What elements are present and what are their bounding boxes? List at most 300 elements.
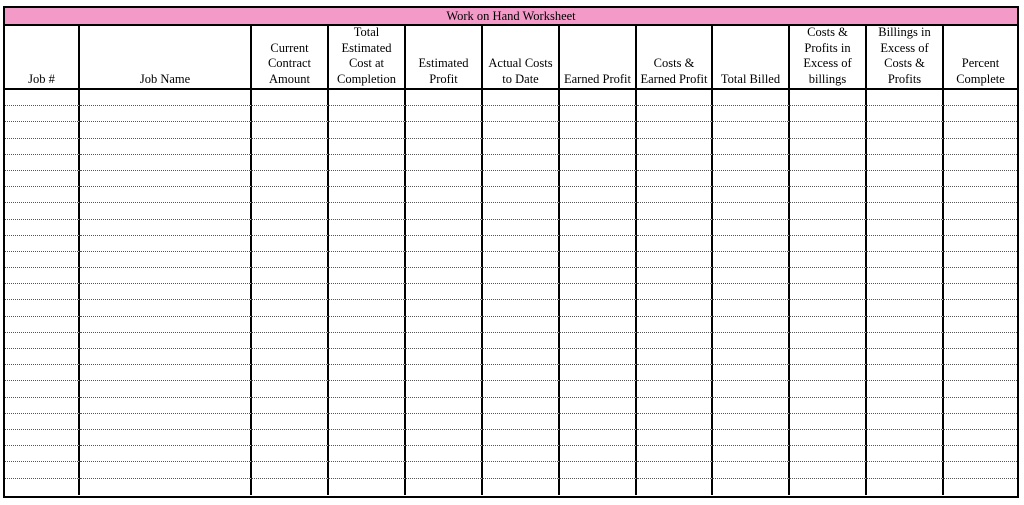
table-cell-total-estimated-cost[interactable] bbox=[329, 106, 406, 122]
table-cell-job-number[interactable] bbox=[5, 300, 80, 316]
table-cell-current-contract-amount[interactable] bbox=[252, 430, 329, 446]
table-cell-billings-excess-costs-profits[interactable] bbox=[867, 349, 944, 365]
table-cell-total-estimated-cost[interactable] bbox=[329, 203, 406, 219]
table-cell-total-estimated-cost[interactable] bbox=[329, 90, 406, 106]
table-cell-total-estimated-cost[interactable] bbox=[329, 479, 406, 495]
table-cell-costs-profits-excess-billings[interactable] bbox=[790, 122, 867, 138]
table-cell-costs-earned-profit[interactable] bbox=[637, 106, 713, 122]
table-cell-job-name[interactable] bbox=[80, 284, 252, 300]
table-cell-costs-earned-profit[interactable] bbox=[637, 462, 713, 478]
table-cell-job-number[interactable] bbox=[5, 171, 80, 187]
table-cell-estimated-profit[interactable] bbox=[406, 187, 483, 203]
table-cell-estimated-profit[interactable] bbox=[406, 122, 483, 138]
table-cell-costs-profits-excess-billings[interactable] bbox=[790, 139, 867, 155]
table-cell-total-estimated-cost[interactable] bbox=[329, 398, 406, 414]
table-cell-job-name[interactable] bbox=[80, 479, 252, 495]
table-cell-percent-complete[interactable] bbox=[944, 414, 1017, 430]
table-cell-estimated-profit[interactable] bbox=[406, 90, 483, 106]
table-cell-current-contract-amount[interactable] bbox=[252, 220, 329, 236]
table-cell-total-estimated-cost[interactable] bbox=[329, 365, 406, 381]
table-cell-actual-costs[interactable] bbox=[483, 479, 560, 495]
table-cell-total-estimated-cost[interactable] bbox=[329, 414, 406, 430]
table-cell-billings-excess-costs-profits[interactable] bbox=[867, 365, 944, 381]
table-cell-job-name[interactable] bbox=[80, 171, 252, 187]
table-cell-costs-earned-profit[interactable] bbox=[637, 365, 713, 381]
table-cell-percent-complete[interactable] bbox=[944, 381, 1017, 397]
table-cell-costs-profits-excess-billings[interactable] bbox=[790, 220, 867, 236]
table-cell-actual-costs[interactable] bbox=[483, 187, 560, 203]
table-cell-costs-earned-profit[interactable] bbox=[637, 268, 713, 284]
table-cell-total-estimated-cost[interactable] bbox=[329, 171, 406, 187]
table-cell-billings-excess-costs-profits[interactable] bbox=[867, 479, 944, 495]
table-cell-costs-profits-excess-billings[interactable] bbox=[790, 300, 867, 316]
table-cell-estimated-profit[interactable] bbox=[406, 252, 483, 268]
table-cell-job-name[interactable] bbox=[80, 333, 252, 349]
table-cell-actual-costs[interactable] bbox=[483, 333, 560, 349]
table-cell-billings-excess-costs-profits[interactable] bbox=[867, 171, 944, 187]
table-cell-billings-excess-costs-profits[interactable] bbox=[867, 268, 944, 284]
table-cell-earned-profit[interactable] bbox=[560, 203, 637, 219]
table-cell-total-billed[interactable] bbox=[713, 414, 790, 430]
table-cell-percent-complete[interactable] bbox=[944, 284, 1017, 300]
table-cell-job-number[interactable] bbox=[5, 220, 80, 236]
table-cell-earned-profit[interactable] bbox=[560, 398, 637, 414]
table-cell-estimated-profit[interactable] bbox=[406, 446, 483, 462]
table-cell-estimated-profit[interactable] bbox=[406, 398, 483, 414]
table-cell-costs-profits-excess-billings[interactable] bbox=[790, 106, 867, 122]
table-cell-job-name[interactable] bbox=[80, 139, 252, 155]
table-cell-actual-costs[interactable] bbox=[483, 284, 560, 300]
table-cell-earned-profit[interactable] bbox=[560, 268, 637, 284]
table-cell-total-billed[interactable] bbox=[713, 139, 790, 155]
table-cell-earned-profit[interactable] bbox=[560, 106, 637, 122]
table-cell-job-name[interactable] bbox=[80, 300, 252, 316]
table-cell-percent-complete[interactable] bbox=[944, 479, 1017, 495]
table-cell-costs-earned-profit[interactable] bbox=[637, 414, 713, 430]
table-cell-costs-earned-profit[interactable] bbox=[637, 300, 713, 316]
table-cell-total-billed[interactable] bbox=[713, 220, 790, 236]
table-cell-costs-profits-excess-billings[interactable] bbox=[790, 414, 867, 430]
table-cell-job-number[interactable] bbox=[5, 155, 80, 171]
table-cell-total-billed[interactable] bbox=[713, 349, 790, 365]
table-cell-total-billed[interactable] bbox=[713, 300, 790, 316]
table-cell-actual-costs[interactable] bbox=[483, 106, 560, 122]
table-cell-estimated-profit[interactable] bbox=[406, 365, 483, 381]
table-cell-job-number[interactable] bbox=[5, 479, 80, 495]
table-cell-total-estimated-cost[interactable] bbox=[329, 300, 406, 316]
table-cell-total-billed[interactable] bbox=[713, 479, 790, 495]
table-cell-total-estimated-cost[interactable] bbox=[329, 446, 406, 462]
table-cell-job-number[interactable] bbox=[5, 203, 80, 219]
table-cell-percent-complete[interactable] bbox=[944, 333, 1017, 349]
table-cell-actual-costs[interactable] bbox=[483, 462, 560, 478]
table-cell-job-name[interactable] bbox=[80, 252, 252, 268]
table-cell-costs-earned-profit[interactable] bbox=[637, 317, 713, 333]
table-cell-actual-costs[interactable] bbox=[483, 155, 560, 171]
table-cell-earned-profit[interactable] bbox=[560, 139, 637, 155]
table-cell-billings-excess-costs-profits[interactable] bbox=[867, 122, 944, 138]
table-cell-costs-earned-profit[interactable] bbox=[637, 252, 713, 268]
table-cell-costs-profits-excess-billings[interactable] bbox=[790, 187, 867, 203]
table-cell-estimated-profit[interactable] bbox=[406, 479, 483, 495]
table-cell-current-contract-amount[interactable] bbox=[252, 284, 329, 300]
table-cell-total-billed[interactable] bbox=[713, 122, 790, 138]
table-cell-billings-excess-costs-profits[interactable] bbox=[867, 414, 944, 430]
table-cell-estimated-profit[interactable] bbox=[406, 317, 483, 333]
table-cell-actual-costs[interactable] bbox=[483, 220, 560, 236]
table-cell-costs-profits-excess-billings[interactable] bbox=[790, 284, 867, 300]
table-cell-costs-earned-profit[interactable] bbox=[637, 203, 713, 219]
table-cell-job-number[interactable] bbox=[5, 381, 80, 397]
table-cell-estimated-profit[interactable] bbox=[406, 203, 483, 219]
table-cell-total-billed[interactable] bbox=[713, 252, 790, 268]
table-cell-total-estimated-cost[interactable] bbox=[329, 284, 406, 300]
table-cell-costs-earned-profit[interactable] bbox=[637, 446, 713, 462]
table-cell-earned-profit[interactable] bbox=[560, 430, 637, 446]
table-cell-current-contract-amount[interactable] bbox=[252, 187, 329, 203]
table-cell-actual-costs[interactable] bbox=[483, 381, 560, 397]
table-cell-job-number[interactable] bbox=[5, 365, 80, 381]
table-cell-percent-complete[interactable] bbox=[944, 187, 1017, 203]
table-cell-total-billed[interactable] bbox=[713, 317, 790, 333]
table-cell-current-contract-amount[interactable] bbox=[252, 381, 329, 397]
table-cell-billings-excess-costs-profits[interactable] bbox=[867, 236, 944, 252]
table-cell-estimated-profit[interactable] bbox=[406, 300, 483, 316]
table-cell-job-number[interactable] bbox=[5, 252, 80, 268]
table-cell-actual-costs[interactable] bbox=[483, 317, 560, 333]
table-cell-actual-costs[interactable] bbox=[483, 252, 560, 268]
table-cell-total-billed[interactable] bbox=[713, 171, 790, 187]
table-cell-billings-excess-costs-profits[interactable] bbox=[867, 220, 944, 236]
table-cell-earned-profit[interactable] bbox=[560, 171, 637, 187]
table-cell-costs-profits-excess-billings[interactable] bbox=[790, 333, 867, 349]
table-cell-current-contract-amount[interactable] bbox=[252, 268, 329, 284]
table-cell-costs-profits-excess-billings[interactable] bbox=[790, 317, 867, 333]
table-cell-estimated-profit[interactable] bbox=[406, 220, 483, 236]
table-cell-job-number[interactable] bbox=[5, 187, 80, 203]
table-cell-total-billed[interactable] bbox=[713, 430, 790, 446]
table-cell-costs-earned-profit[interactable] bbox=[637, 187, 713, 203]
table-cell-job-name[interactable] bbox=[80, 187, 252, 203]
table-cell-job-name[interactable] bbox=[80, 122, 252, 138]
table-cell-costs-profits-excess-billings[interactable] bbox=[790, 462, 867, 478]
table-cell-actual-costs[interactable] bbox=[483, 398, 560, 414]
table-cell-job-number[interactable] bbox=[5, 122, 80, 138]
table-cell-earned-profit[interactable] bbox=[560, 446, 637, 462]
table-cell-percent-complete[interactable] bbox=[944, 90, 1017, 106]
table-cell-billings-excess-costs-profits[interactable] bbox=[867, 187, 944, 203]
table-cell-costs-earned-profit[interactable] bbox=[637, 155, 713, 171]
table-cell-earned-profit[interactable] bbox=[560, 365, 637, 381]
table-cell-total-billed[interactable] bbox=[713, 90, 790, 106]
table-cell-total-estimated-cost[interactable] bbox=[329, 381, 406, 397]
table-cell-percent-complete[interactable] bbox=[944, 106, 1017, 122]
table-cell-job-name[interactable] bbox=[80, 398, 252, 414]
table-cell-earned-profit[interactable] bbox=[560, 317, 637, 333]
table-cell-costs-earned-profit[interactable] bbox=[637, 479, 713, 495]
table-cell-current-contract-amount[interactable] bbox=[252, 446, 329, 462]
table-cell-billings-excess-costs-profits[interactable] bbox=[867, 430, 944, 446]
table-cell-costs-profits-excess-billings[interactable] bbox=[790, 430, 867, 446]
table-cell-percent-complete[interactable] bbox=[944, 171, 1017, 187]
table-cell-earned-profit[interactable] bbox=[560, 284, 637, 300]
table-cell-billings-excess-costs-profits[interactable] bbox=[867, 203, 944, 219]
table-cell-total-billed[interactable] bbox=[713, 462, 790, 478]
table-cell-estimated-profit[interactable] bbox=[406, 171, 483, 187]
table-cell-actual-costs[interactable] bbox=[483, 268, 560, 284]
table-cell-earned-profit[interactable] bbox=[560, 333, 637, 349]
table-cell-earned-profit[interactable] bbox=[560, 381, 637, 397]
table-cell-percent-complete[interactable] bbox=[944, 300, 1017, 316]
table-cell-earned-profit[interactable] bbox=[560, 462, 637, 478]
table-cell-costs-profits-excess-billings[interactable] bbox=[790, 398, 867, 414]
table-cell-current-contract-amount[interactable] bbox=[252, 365, 329, 381]
table-cell-job-name[interactable] bbox=[80, 317, 252, 333]
table-cell-estimated-profit[interactable] bbox=[406, 381, 483, 397]
table-cell-costs-earned-profit[interactable] bbox=[637, 430, 713, 446]
table-cell-actual-costs[interactable] bbox=[483, 203, 560, 219]
table-cell-job-name[interactable] bbox=[80, 462, 252, 478]
table-cell-total-estimated-cost[interactable] bbox=[329, 139, 406, 155]
table-cell-total-billed[interactable] bbox=[713, 106, 790, 122]
table-cell-percent-complete[interactable] bbox=[944, 317, 1017, 333]
table-cell-total-estimated-cost[interactable] bbox=[329, 349, 406, 365]
table-cell-costs-profits-excess-billings[interactable] bbox=[790, 349, 867, 365]
table-cell-percent-complete[interactable] bbox=[944, 139, 1017, 155]
table-cell-total-billed[interactable] bbox=[713, 333, 790, 349]
table-cell-costs-profits-excess-billings[interactable] bbox=[790, 479, 867, 495]
table-cell-actual-costs[interactable] bbox=[483, 300, 560, 316]
table-cell-total-billed[interactable] bbox=[713, 203, 790, 219]
table-cell-earned-profit[interactable] bbox=[560, 187, 637, 203]
table-cell-estimated-profit[interactable] bbox=[406, 236, 483, 252]
table-cell-costs-profits-excess-billings[interactable] bbox=[790, 252, 867, 268]
table-cell-earned-profit[interactable] bbox=[560, 252, 637, 268]
table-cell-costs-profits-excess-billings[interactable] bbox=[790, 236, 867, 252]
table-cell-job-number[interactable] bbox=[5, 139, 80, 155]
table-cell-costs-profits-excess-billings[interactable] bbox=[790, 381, 867, 397]
table-cell-current-contract-amount[interactable] bbox=[252, 317, 329, 333]
table-cell-costs-profits-excess-billings[interactable] bbox=[790, 365, 867, 381]
table-cell-current-contract-amount[interactable] bbox=[252, 90, 329, 106]
table-cell-billings-excess-costs-profits[interactable] bbox=[867, 90, 944, 106]
table-cell-costs-earned-profit[interactable] bbox=[637, 284, 713, 300]
table-cell-billings-excess-costs-profits[interactable] bbox=[867, 155, 944, 171]
table-cell-job-number[interactable] bbox=[5, 268, 80, 284]
table-cell-job-number[interactable] bbox=[5, 106, 80, 122]
table-cell-job-name[interactable] bbox=[80, 365, 252, 381]
table-cell-percent-complete[interactable] bbox=[944, 252, 1017, 268]
table-cell-billings-excess-costs-profits[interactable] bbox=[867, 317, 944, 333]
table-cell-earned-profit[interactable] bbox=[560, 414, 637, 430]
table-cell-billings-excess-costs-profits[interactable] bbox=[867, 284, 944, 300]
table-cell-total-billed[interactable] bbox=[713, 236, 790, 252]
table-cell-percent-complete[interactable] bbox=[944, 446, 1017, 462]
table-cell-job-name[interactable] bbox=[80, 381, 252, 397]
table-cell-percent-complete[interactable] bbox=[944, 203, 1017, 219]
table-cell-current-contract-amount[interactable] bbox=[252, 155, 329, 171]
table-cell-costs-profits-excess-billings[interactable] bbox=[790, 203, 867, 219]
table-cell-costs-profits-excess-billings[interactable] bbox=[790, 90, 867, 106]
table-cell-job-number[interactable] bbox=[5, 446, 80, 462]
table-cell-actual-costs[interactable] bbox=[483, 365, 560, 381]
table-cell-job-name[interactable] bbox=[80, 430, 252, 446]
table-cell-costs-earned-profit[interactable] bbox=[637, 220, 713, 236]
table-cell-estimated-profit[interactable] bbox=[406, 349, 483, 365]
table-cell-total-billed[interactable] bbox=[713, 155, 790, 171]
table-cell-estimated-profit[interactable] bbox=[406, 333, 483, 349]
table-cell-costs-earned-profit[interactable] bbox=[637, 349, 713, 365]
table-cell-job-name[interactable] bbox=[80, 155, 252, 171]
table-cell-percent-complete[interactable] bbox=[944, 122, 1017, 138]
table-cell-total-billed[interactable] bbox=[713, 187, 790, 203]
table-cell-job-name[interactable] bbox=[80, 220, 252, 236]
table-cell-current-contract-amount[interactable] bbox=[252, 171, 329, 187]
table-cell-total-billed[interactable] bbox=[713, 381, 790, 397]
table-cell-costs-earned-profit[interactable] bbox=[637, 333, 713, 349]
table-cell-billings-excess-costs-profits[interactable] bbox=[867, 333, 944, 349]
table-cell-current-contract-amount[interactable] bbox=[252, 462, 329, 478]
table-cell-costs-earned-profit[interactable] bbox=[637, 122, 713, 138]
table-cell-costs-earned-profit[interactable] bbox=[637, 236, 713, 252]
table-cell-percent-complete[interactable] bbox=[944, 462, 1017, 478]
table-cell-total-billed[interactable] bbox=[713, 446, 790, 462]
table-cell-actual-costs[interactable] bbox=[483, 236, 560, 252]
table-cell-percent-complete[interactable] bbox=[944, 349, 1017, 365]
table-cell-billings-excess-costs-profits[interactable] bbox=[867, 381, 944, 397]
table-cell-earned-profit[interactable] bbox=[560, 349, 637, 365]
table-cell-current-contract-amount[interactable] bbox=[252, 349, 329, 365]
table-cell-current-contract-amount[interactable] bbox=[252, 398, 329, 414]
table-cell-actual-costs[interactable] bbox=[483, 139, 560, 155]
table-cell-billings-excess-costs-profits[interactable] bbox=[867, 252, 944, 268]
table-cell-current-contract-amount[interactable] bbox=[252, 333, 329, 349]
table-cell-earned-profit[interactable] bbox=[560, 300, 637, 316]
table-cell-current-contract-amount[interactable] bbox=[252, 236, 329, 252]
table-cell-job-name[interactable] bbox=[80, 236, 252, 252]
table-cell-job-name[interactable] bbox=[80, 203, 252, 219]
table-cell-actual-costs[interactable] bbox=[483, 446, 560, 462]
table-cell-earned-profit[interactable] bbox=[560, 90, 637, 106]
table-cell-total-estimated-cost[interactable] bbox=[329, 220, 406, 236]
table-cell-job-number[interactable] bbox=[5, 236, 80, 252]
table-cell-costs-profits-excess-billings[interactable] bbox=[790, 155, 867, 171]
table-cell-total-estimated-cost[interactable] bbox=[329, 252, 406, 268]
table-cell-current-contract-amount[interactable] bbox=[252, 414, 329, 430]
table-cell-job-name[interactable] bbox=[80, 446, 252, 462]
table-cell-current-contract-amount[interactable] bbox=[252, 203, 329, 219]
table-cell-costs-earned-profit[interactable] bbox=[637, 90, 713, 106]
table-cell-job-number[interactable] bbox=[5, 414, 80, 430]
table-cell-job-name[interactable] bbox=[80, 90, 252, 106]
table-cell-estimated-profit[interactable] bbox=[406, 268, 483, 284]
table-cell-costs-earned-profit[interactable] bbox=[637, 171, 713, 187]
table-cell-current-contract-amount[interactable] bbox=[252, 106, 329, 122]
table-cell-actual-costs[interactable] bbox=[483, 430, 560, 446]
table-cell-actual-costs[interactable] bbox=[483, 171, 560, 187]
table-cell-current-contract-amount[interactable] bbox=[252, 139, 329, 155]
table-cell-current-contract-amount[interactable] bbox=[252, 252, 329, 268]
table-cell-actual-costs[interactable] bbox=[483, 122, 560, 138]
table-cell-job-number[interactable] bbox=[5, 349, 80, 365]
table-cell-job-name[interactable] bbox=[80, 268, 252, 284]
table-cell-billings-excess-costs-profits[interactable] bbox=[867, 300, 944, 316]
table-cell-current-contract-amount[interactable] bbox=[252, 300, 329, 316]
table-cell-total-billed[interactable] bbox=[713, 268, 790, 284]
table-cell-job-number[interactable] bbox=[5, 398, 80, 414]
table-cell-job-number[interactable] bbox=[5, 317, 80, 333]
table-cell-billings-excess-costs-profits[interactable] bbox=[867, 398, 944, 414]
table-cell-current-contract-amount[interactable] bbox=[252, 122, 329, 138]
table-cell-percent-complete[interactable] bbox=[944, 236, 1017, 252]
table-cell-total-estimated-cost[interactable] bbox=[329, 155, 406, 171]
table-cell-total-estimated-cost[interactable] bbox=[329, 236, 406, 252]
table-cell-estimated-profit[interactable] bbox=[406, 106, 483, 122]
table-cell-total-billed[interactable] bbox=[713, 284, 790, 300]
table-cell-estimated-profit[interactable] bbox=[406, 430, 483, 446]
table-cell-actual-costs[interactable] bbox=[483, 90, 560, 106]
table-cell-current-contract-amount[interactable] bbox=[252, 479, 329, 495]
table-cell-estimated-profit[interactable] bbox=[406, 284, 483, 300]
table-cell-total-estimated-cost[interactable] bbox=[329, 317, 406, 333]
table-cell-billings-excess-costs-profits[interactable] bbox=[867, 139, 944, 155]
table-cell-costs-profits-excess-billings[interactable] bbox=[790, 446, 867, 462]
table-cell-estimated-profit[interactable] bbox=[406, 462, 483, 478]
table-cell-estimated-profit[interactable] bbox=[406, 139, 483, 155]
table-cell-billings-excess-costs-profits[interactable] bbox=[867, 446, 944, 462]
table-cell-costs-profits-excess-billings[interactable] bbox=[790, 171, 867, 187]
table-cell-percent-complete[interactable] bbox=[944, 268, 1017, 284]
table-cell-total-estimated-cost[interactable] bbox=[329, 187, 406, 203]
table-cell-percent-complete[interactable] bbox=[944, 365, 1017, 381]
table-cell-percent-complete[interactable] bbox=[944, 220, 1017, 236]
table-cell-earned-profit[interactable] bbox=[560, 479, 637, 495]
table-cell-costs-earned-profit[interactable] bbox=[637, 139, 713, 155]
table-cell-billings-excess-costs-profits[interactable] bbox=[867, 106, 944, 122]
table-cell-job-number[interactable] bbox=[5, 430, 80, 446]
table-cell-actual-costs[interactable] bbox=[483, 349, 560, 365]
table-cell-percent-complete[interactable] bbox=[944, 155, 1017, 171]
table-cell-estimated-profit[interactable] bbox=[406, 155, 483, 171]
table-cell-job-number[interactable] bbox=[5, 462, 80, 478]
table-cell-job-name[interactable] bbox=[80, 106, 252, 122]
table-cell-job-name[interactable] bbox=[80, 349, 252, 365]
table-cell-earned-profit[interactable] bbox=[560, 236, 637, 252]
table-cell-earned-profit[interactable] bbox=[560, 155, 637, 171]
table-cell-job-number[interactable] bbox=[5, 333, 80, 349]
table-cell-job-number[interactable] bbox=[5, 90, 80, 106]
table-cell-total-estimated-cost[interactable] bbox=[329, 122, 406, 138]
table-cell-total-billed[interactable] bbox=[713, 365, 790, 381]
table-cell-costs-earned-profit[interactable] bbox=[637, 381, 713, 397]
table-cell-total-estimated-cost[interactable] bbox=[329, 462, 406, 478]
table-cell-earned-profit[interactable] bbox=[560, 122, 637, 138]
table-cell-total-estimated-cost[interactable] bbox=[329, 268, 406, 284]
table-cell-costs-earned-profit[interactable] bbox=[637, 398, 713, 414]
table-cell-estimated-profit[interactable] bbox=[406, 414, 483, 430]
table-cell-total-estimated-cost[interactable] bbox=[329, 430, 406, 446]
table-cell-total-estimated-cost[interactable] bbox=[329, 333, 406, 349]
table-cell-percent-complete[interactable] bbox=[944, 398, 1017, 414]
table-cell-percent-complete[interactable] bbox=[944, 430, 1017, 446]
table-cell-costs-profits-excess-billings[interactable] bbox=[790, 268, 867, 284]
table-cell-actual-costs[interactable] bbox=[483, 414, 560, 430]
table-cell-billings-excess-costs-profits[interactable] bbox=[867, 462, 944, 478]
table-cell-job-number[interactable] bbox=[5, 284, 80, 300]
table-cell-earned-profit[interactable] bbox=[560, 220, 637, 236]
table-cell-total-billed[interactable] bbox=[713, 398, 790, 414]
table-cell-job-name[interactable] bbox=[80, 414, 252, 430]
